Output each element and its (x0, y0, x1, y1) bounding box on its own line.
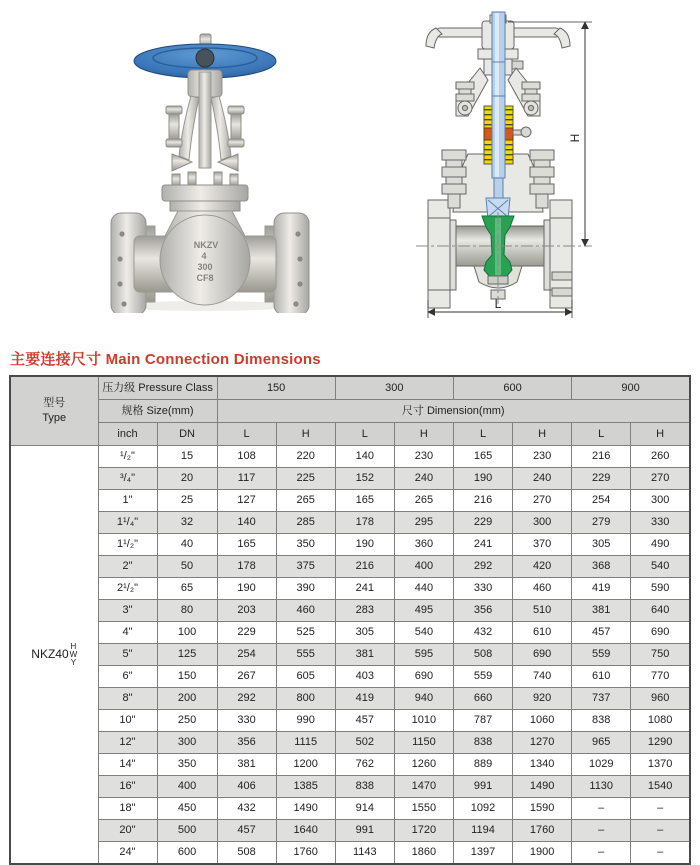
section-title: 主要连接尺寸 Main Connection Dimensions (10, 351, 321, 368)
class-300-header: 300 (335, 376, 453, 400)
cell-dimension: 368 (572, 556, 631, 578)
gate-valve-photo (100, 8, 320, 313)
cell-dimension: 330 (631, 512, 690, 534)
cell-dn: 500 (157, 820, 217, 842)
cell-dimension: 241 (335, 578, 394, 600)
l-header: L (335, 423, 394, 446)
cell-inch: 16" (98, 776, 157, 798)
cell-dimension: 400 (394, 556, 453, 578)
cell-dimension: – (572, 820, 631, 842)
cell-dn: 15 (157, 446, 217, 468)
cell-dn: 350 (157, 754, 217, 776)
cell-dimension: 457 (335, 710, 394, 732)
cell-dn: 50 (157, 556, 217, 578)
cell-dimension: – (631, 798, 690, 820)
cell-dimension: 990 (276, 710, 335, 732)
cell-dimension: 1760 (513, 820, 572, 842)
cell-dimension: 457 (217, 820, 276, 842)
cell-dimension: 737 (572, 688, 631, 710)
table-row (10, 600, 690, 622)
cell-dimension: 225 (276, 468, 335, 490)
table-row (10, 468, 690, 490)
type-value: NKZ40 (31, 646, 69, 661)
cell-dimension: 300 (631, 490, 690, 512)
gate-valve-section-drawing (398, 4, 690, 326)
cell-dimension: 838 (453, 732, 512, 754)
cell-dimension: 152 (335, 468, 394, 490)
cell-dimension: 108 (217, 446, 276, 468)
drawing-left-flange (428, 200, 456, 308)
cell-dimension: 460 (513, 578, 572, 600)
cell-inch: 2" (98, 556, 157, 578)
cell-dimension: 381 (572, 600, 631, 622)
cell-dimension: 140 (217, 512, 276, 534)
cell-dimension: 660 (453, 688, 512, 710)
cell-dimension: 1470 (394, 776, 453, 798)
dimension-l-label: L (494, 297, 502, 311)
cell-dimension: 241 (453, 534, 512, 556)
cell-dn: 125 (157, 644, 217, 666)
cell-dimension: 165 (453, 446, 512, 468)
table-row (10, 644, 690, 666)
cell-dimension: 690 (394, 666, 453, 688)
cell-dimension: 165 (335, 490, 394, 512)
cell-dimension: 800 (276, 688, 335, 710)
cell-dimension: 1029 (572, 754, 631, 776)
type-suffix-letter: W (69, 649, 78, 659)
cell-dimension: 419 (572, 578, 631, 600)
cell-dn: 100 (157, 622, 217, 644)
cell-inch: 1¹/₂" (98, 534, 157, 556)
cell-inch: 3" (98, 600, 157, 622)
cell-inch: 5" (98, 644, 157, 666)
cell-dimension: 508 (217, 842, 276, 865)
cell-dimension: 490 (631, 534, 690, 556)
cell-dimension: 292 (217, 688, 276, 710)
cell-dimension: 610 (513, 622, 572, 644)
cell-dimension: 1130 (572, 776, 631, 798)
cell-dimension: 305 (572, 534, 631, 556)
cell-dimension: 1490 (276, 798, 335, 820)
cell-dn: 20 (157, 468, 217, 490)
pressure-class-header: 压力级 Pressure Class (98, 376, 217, 400)
type-suffix-letter: Y (70, 657, 77, 667)
drawing-right-flange (544, 200, 572, 308)
cell-dimension: 762 (335, 754, 394, 776)
cell-dimension: 260 (631, 446, 690, 468)
yoke (179, 72, 231, 168)
h-header: H (276, 423, 335, 446)
cell-dimension: 1397 (453, 842, 512, 865)
table-row (10, 534, 690, 556)
cell-dimension: 370 (513, 534, 572, 556)
cell-dimension: 770 (631, 666, 690, 688)
cell-dimension: 1490 (513, 776, 572, 798)
cell-dimension: 190 (453, 468, 512, 490)
cell-dimension: 559 (572, 644, 631, 666)
table-row (10, 512, 690, 534)
cell-dimension: 1760 (276, 842, 335, 865)
section-illustration (416, 12, 592, 318)
cell-dimension: 117 (217, 468, 276, 490)
size-header: 规格 Size(mm) (98, 400, 217, 423)
type-header-cn: 型号 (43, 397, 66, 409)
cell-dimension: 690 (513, 644, 572, 666)
svg-text:NKZV: NKZV (193, 240, 219, 250)
cell-dimension: 540 (631, 556, 690, 578)
cell-dimension: 270 (513, 490, 572, 512)
h-header: H (513, 423, 572, 446)
cell-dimension: 457 (572, 622, 631, 644)
cell-dimension: 292 (453, 556, 512, 578)
cell-dimension: 940 (394, 688, 453, 710)
cell-dimension: 265 (394, 490, 453, 512)
cell-dimension: 750 (631, 644, 690, 666)
cell-dimension: 406 (217, 776, 276, 798)
cell-dimension: 1143 (335, 842, 394, 865)
cell-dimension: 190 (217, 578, 276, 600)
type-suffix-letter: H (70, 641, 77, 651)
cell-dimension: 381 (217, 754, 276, 776)
cell-dimension: 267 (217, 666, 276, 688)
cell-dimension: 420 (513, 556, 572, 578)
cell-dimension: 330 (453, 578, 512, 600)
dimension-h-label: H (568, 133, 582, 143)
cell-dimension: 305 (335, 622, 394, 644)
cell-dimension: 350 (276, 534, 335, 556)
cell-inch: 2¹/₂" (98, 578, 157, 600)
cell-dimension: 1115 (276, 732, 335, 754)
table-row (10, 798, 690, 820)
cell-dimension: 460 (276, 600, 335, 622)
type-suffix-stack (70, 643, 78, 667)
cell-dimension: 510 (513, 600, 572, 622)
cell-dimension: 127 (217, 490, 276, 512)
cell-dn: 65 (157, 578, 217, 600)
cell-dimension: 295 (394, 512, 453, 534)
cell-dimension: – (572, 842, 631, 865)
cell-dimension: 508 (453, 644, 512, 666)
cell-dimension: 1550 (394, 798, 453, 820)
svg-text:4: 4 (201, 251, 207, 261)
svg-text:300: 300 (197, 262, 213, 272)
cell-dimension: 690 (631, 622, 690, 644)
table-row (10, 710, 690, 732)
cell-dimension: 1640 (276, 820, 335, 842)
valve-figures (0, 0, 700, 340)
cell-dimension: 390 (276, 578, 335, 600)
svg-text:CF8: CF8 (196, 273, 214, 283)
cell-dimension: 229 (217, 622, 276, 644)
valve-stem (492, 12, 505, 200)
class-150-header: 150 (217, 376, 335, 400)
cell-inch: 10" (98, 710, 157, 732)
grease-fitting (513, 127, 531, 137)
cell-dimension: 381 (335, 644, 394, 666)
dn-header: DN (157, 423, 217, 446)
cell-dn: 450 (157, 798, 217, 820)
cell-dimension: 203 (217, 600, 276, 622)
cell-dimension: 419 (335, 688, 394, 710)
cell-dimension: 283 (335, 600, 394, 622)
cell-dimension: 229 (453, 512, 512, 534)
cell-dimension: 178 (217, 556, 276, 578)
cell-dimension: 330 (217, 710, 276, 732)
cell-dimension: 1092 (453, 798, 512, 820)
cell-dimension: 265 (276, 490, 335, 512)
cell-dimension: 440 (394, 578, 453, 600)
class-900-header: 900 (572, 376, 690, 400)
cell-dimension: 502 (335, 732, 394, 754)
table-row (10, 446, 690, 468)
cell-dimension: 1370 (631, 754, 690, 776)
cell-dimension: 270 (631, 468, 690, 490)
cell-dimension: – (572, 798, 631, 820)
cell-inch: 6" (98, 666, 157, 688)
cell-inch: 1" (98, 490, 157, 512)
h-header: H (631, 423, 690, 446)
cell-dimension: 216 (572, 446, 631, 468)
cell-dimension: 914 (335, 798, 394, 820)
cell-dn: 40 (157, 534, 217, 556)
cell-dimension: 640 (631, 600, 690, 622)
cell-dimension: 190 (335, 534, 394, 556)
cell-dimension: 432 (217, 798, 276, 820)
table-row (10, 732, 690, 754)
cell-dimension: 216 (453, 490, 512, 512)
l-header: L (572, 423, 631, 446)
cell-dimension: 356 (453, 600, 512, 622)
cell-inch: 8" (98, 688, 157, 710)
cell-dimension: 254 (572, 490, 631, 512)
type-value-cell (10, 446, 98, 865)
cell-dimension: 595 (394, 644, 453, 666)
cell-dimension: 889 (453, 754, 512, 776)
cell-dimension: 991 (335, 820, 394, 842)
cell-inch: 12" (98, 732, 157, 754)
cell-dimension: 1860 (394, 842, 453, 865)
connection-dimensions-table (9, 375, 691, 865)
cell-dimension: 1270 (513, 732, 572, 754)
cell-dimension: 240 (394, 468, 453, 490)
dimension-header: 尺寸 Dimension(mm) (217, 400, 690, 423)
table-row (10, 556, 690, 578)
class-600-header: 600 (453, 376, 571, 400)
h-header: H (394, 423, 453, 446)
cell-dimension: 559 (453, 666, 512, 688)
cell-dimension: 300 (513, 512, 572, 534)
cell-inch: 14" (98, 754, 157, 776)
table-row (10, 666, 690, 688)
cell-inch: 20" (98, 820, 157, 842)
cell-inch: ³/₄" (98, 468, 157, 490)
cell-inch: 18" (98, 798, 157, 820)
cell-dimension: 605 (276, 666, 335, 688)
cell-dimension: 540 (394, 622, 453, 644)
cell-dimension: 165 (217, 534, 276, 556)
cell-dimension: 610 (572, 666, 631, 688)
cell-dimension: 1194 (453, 820, 512, 842)
cell-dimension: 525 (276, 622, 335, 644)
cell-dimension: 1290 (631, 732, 690, 754)
cell-dimension: – (631, 842, 690, 865)
cell-dimension: 403 (335, 666, 394, 688)
cell-dimension: 375 (276, 556, 335, 578)
cell-dimension: 216 (335, 556, 394, 578)
cell-dn: 400 (157, 776, 217, 798)
cell-dimension: 965 (572, 732, 631, 754)
cell-dimension: 254 (217, 644, 276, 666)
cell-dimension: 279 (572, 512, 631, 534)
cell-dimension: 230 (394, 446, 453, 468)
cell-dn: 25 (157, 490, 217, 512)
cell-dimension: 360 (394, 534, 453, 556)
cell-dn: 250 (157, 710, 217, 732)
cell-dimension: 1385 (276, 776, 335, 798)
cell-dimension: 838 (335, 776, 394, 798)
bonnet-flange (162, 172, 248, 211)
table-row (10, 820, 690, 842)
cell-dimension: 1060 (513, 710, 572, 732)
cell-dimension: 1900 (513, 842, 572, 865)
cell-dimension: 838 (572, 710, 631, 732)
cell-dimension: 1590 (513, 798, 572, 820)
cell-inch: 1¹/₄" (98, 512, 157, 534)
cell-dimension: 960 (631, 688, 690, 710)
cell-dn: 32 (157, 512, 217, 534)
cell-dn: 300 (157, 732, 217, 754)
cell-dimension: 590 (631, 578, 690, 600)
cell-dimension: 1200 (276, 754, 335, 776)
table-row (10, 490, 690, 512)
type-header-cell (10, 376, 98, 446)
cell-dimension: 1010 (394, 710, 453, 732)
type-header-en: Type (42, 412, 67, 424)
cell-dn: 200 (157, 688, 217, 710)
cell-dn: 150 (157, 666, 217, 688)
cell-dimension: 495 (394, 600, 453, 622)
cell-dimension: 229 (572, 468, 631, 490)
cell-dimension: 1150 (394, 732, 453, 754)
cell-dimension: 991 (453, 776, 512, 798)
cell-dimension: 140 (335, 446, 394, 468)
cell-inch: 4" (98, 622, 157, 644)
cell-dimension: – (631, 820, 690, 842)
cell-inch: 24" (98, 842, 157, 865)
table-row (10, 688, 690, 710)
cell-dn: 80 (157, 600, 217, 622)
cell-dimension: 1540 (631, 776, 690, 798)
cell-dimension: 432 (453, 622, 512, 644)
cell-dimension: 240 (513, 468, 572, 490)
cell-dimension: 555 (276, 644, 335, 666)
l-header: L (217, 423, 276, 446)
table-row (10, 578, 690, 600)
cell-dimension: 178 (335, 512, 394, 534)
table-row (10, 842, 690, 865)
cell-dimension: 220 (276, 446, 335, 468)
cell-dimension: 1340 (513, 754, 572, 776)
cell-dimension: 356 (217, 732, 276, 754)
table-row (10, 754, 690, 776)
table-row (10, 622, 690, 644)
cell-dimension: 787 (453, 710, 512, 732)
cell-dimension: 1080 (631, 710, 690, 732)
cell-dimension: 285 (276, 512, 335, 534)
cell-dimension: 920 (513, 688, 572, 710)
l-header: L (453, 423, 512, 446)
inch-header: inch (98, 423, 157, 446)
cell-dn: 600 (157, 842, 217, 865)
cell-dimension: 230 (513, 446, 572, 468)
cell-dimension: 1260 (394, 754, 453, 776)
valve-photo-illustration (111, 34, 309, 313)
table-header (10, 376, 690, 446)
cell-inch: ¹/₂" (98, 446, 157, 468)
cell-dimension: 1720 (394, 820, 453, 842)
table-row (10, 776, 690, 798)
dimension-table-body (10, 446, 690, 865)
cell-dimension: 740 (513, 666, 572, 688)
